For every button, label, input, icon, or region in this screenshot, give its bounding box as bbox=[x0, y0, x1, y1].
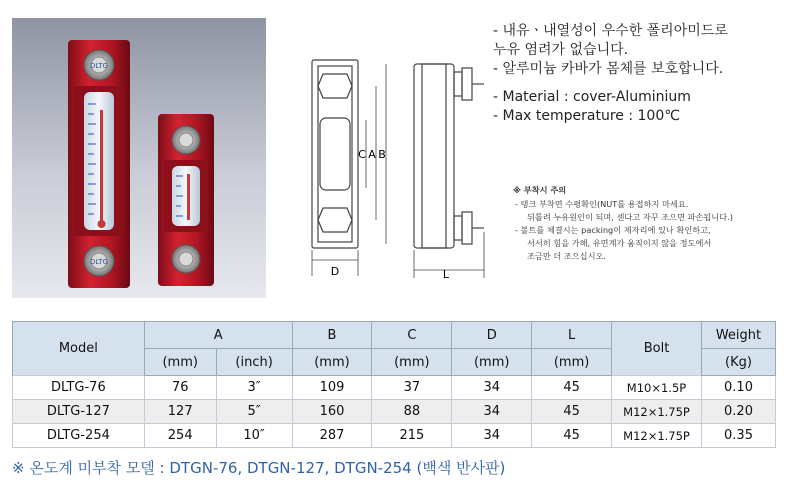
note-item: - 볼트를 체결시는 packing이 제자리에 있나 확인하고, bbox=[515, 225, 711, 235]
header-a-mm: (mm) bbox=[144, 349, 216, 376]
table-row bbox=[13, 376, 776, 400]
cell-b: 160 bbox=[292, 400, 372, 424]
product-photo bbox=[12, 18, 266, 298]
table-row bbox=[13, 424, 776, 448]
spec-line: 누유 염려가 없습니다. bbox=[493, 42, 629, 58]
spec-line: - 알루미늄 카바가 몸체를 보호합니다. bbox=[493, 61, 724, 77]
cell-bolt: M10×1.5P bbox=[612, 376, 702, 400]
header-model: Model bbox=[13, 322, 145, 376]
cell-d: 34 bbox=[452, 400, 532, 424]
dimension-c-label: C bbox=[358, 148, 366, 161]
specification-table bbox=[12, 321, 776, 448]
dimension-d-label: D bbox=[330, 265, 340, 278]
cell-d: 34 bbox=[452, 424, 532, 448]
cell-l: 45 bbox=[532, 424, 612, 448]
spec-description bbox=[493, 22, 793, 126]
header-a: A bbox=[144, 322, 292, 349]
technical-drawing bbox=[296, 46, 496, 286]
notes-title: ※ 부착시 주의 bbox=[513, 185, 567, 195]
cell-d: 34 bbox=[452, 376, 532, 400]
table-row bbox=[13, 400, 776, 424]
dimension-l-label: L bbox=[442, 268, 450, 281]
cell-weight: 0.35 bbox=[701, 424, 775, 448]
spec-line: - Max temperature : 100℃ bbox=[493, 108, 680, 124]
header-c: C bbox=[372, 322, 452, 349]
dimension-a-label: A bbox=[368, 148, 376, 161]
cell-a-inch: 10″ bbox=[216, 424, 292, 448]
cell-weight: 0.10 bbox=[701, 376, 775, 400]
header-d-unit: (mm) bbox=[452, 349, 532, 376]
cell-b: 287 bbox=[292, 424, 372, 448]
cell-a-mm: 76 bbox=[144, 376, 216, 400]
header-d: D bbox=[452, 322, 532, 349]
cell-c: 37 bbox=[372, 376, 452, 400]
header-b-unit: (mm) bbox=[292, 349, 372, 376]
header-weight: Weight bbox=[701, 322, 775, 349]
cell-b: 109 bbox=[292, 376, 372, 400]
cell-l: 45 bbox=[532, 376, 612, 400]
level-gauge-photo bbox=[12, 18, 266, 298]
header-a-inch: (inch) bbox=[216, 349, 292, 376]
cell-weight: 0.20 bbox=[701, 400, 775, 424]
cell-model: DLTG-127 bbox=[13, 400, 145, 424]
cell-l: 45 bbox=[532, 400, 612, 424]
cell-a-mm: 127 bbox=[144, 400, 216, 424]
cell-a-inch: 5″ bbox=[216, 400, 292, 424]
note-item: 조금만 더 조으십시오. bbox=[527, 251, 606, 261]
cell-c: 215 bbox=[372, 424, 452, 448]
note-item: - 탱크 부착면 수평확인(NUT를 용접하지 마세요. bbox=[515, 199, 689, 209]
logo-text-bottom: DLTG bbox=[89, 258, 109, 266]
spec-line: - Material : cover-Aluminium bbox=[493, 89, 691, 105]
cell-a-inch: 3″ bbox=[216, 376, 292, 400]
header-b: B bbox=[292, 322, 372, 349]
dimension-b-label: B bbox=[378, 148, 386, 161]
cell-a-mm: 254 bbox=[144, 424, 216, 448]
spec-line: - 내유ㆍ내열성이 우수한 폴리아미드로 bbox=[493, 23, 728, 39]
footer-note: ※ 온도계 미부착 모델 : DTGN-76, DTGN-127, DTGN-254 (백색 반사판) bbox=[12, 459, 506, 477]
logo-text-top: DLTG bbox=[89, 62, 109, 70]
cell-model: DLTG-254 bbox=[13, 424, 145, 448]
header-c-unit: (mm) bbox=[372, 349, 452, 376]
cell-model: DLTG-76 bbox=[13, 376, 145, 400]
header-weight-unit: (Kg) bbox=[701, 349, 775, 376]
cell-c: 88 bbox=[372, 400, 452, 424]
cell-bolt: M12×1.75P bbox=[612, 424, 702, 448]
note-item: 서서히 힘을 가해, 유면계가 움직이지 않을 정도에서 bbox=[527, 238, 712, 248]
cell-bolt: M12×1.75P bbox=[612, 400, 702, 424]
header-l: L bbox=[532, 322, 612, 349]
header-l-unit: (mm) bbox=[532, 349, 612, 376]
header-bolt: Bolt bbox=[612, 322, 702, 376]
installation-notes bbox=[513, 184, 795, 263]
note-item: 뒤틀려 누유원인이 되며, 센다고 자꾸 조으면 파손됩니다.) bbox=[527, 212, 733, 222]
